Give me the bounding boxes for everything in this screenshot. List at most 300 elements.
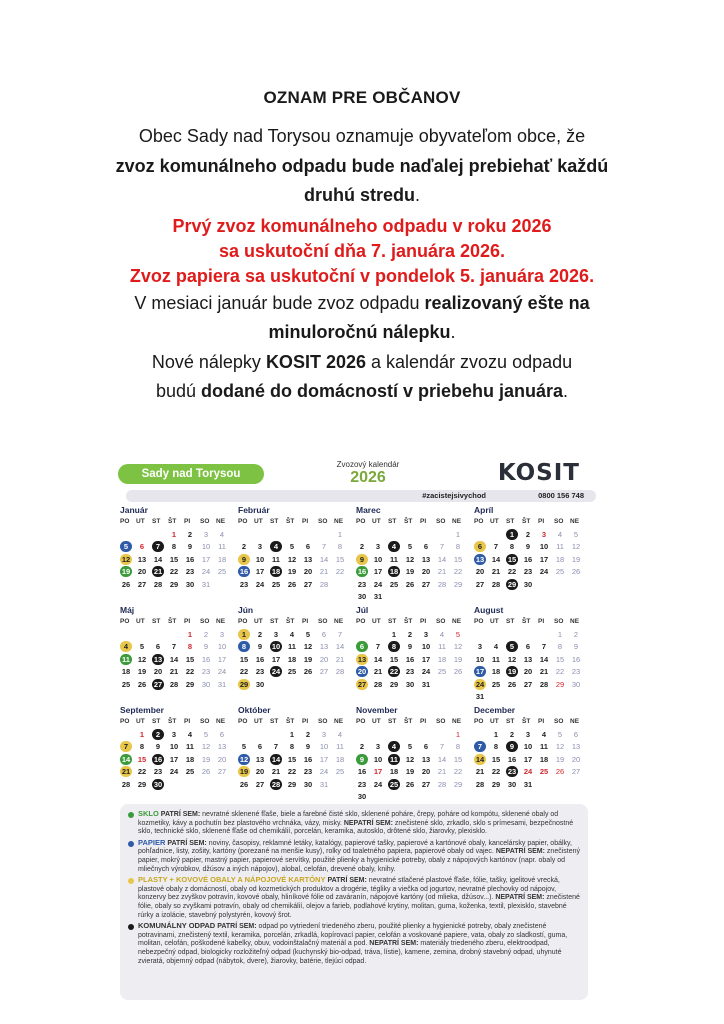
weekday-header: SO (200, 718, 210, 725)
day-cell: 5 (241, 742, 247, 751)
day-cell: 8 (455, 742, 461, 751)
day-cell: 2 (407, 629, 413, 639)
day-cell: 8 (455, 542, 461, 551)
day-cell: 11 (556, 542, 564, 551)
day-cell: 31 (523, 779, 533, 789)
day-cell: 13 (421, 554, 431, 564)
empty-cell (372, 529, 388, 542)
legend-plasty-ps: PATRÍ SEM: (327, 877, 367, 885)
day-cell: 30 (303, 779, 313, 789)
collection-day: 27 (153, 679, 163, 689)
day-cell: 30 (507, 779, 517, 789)
day-cell: 29 (185, 679, 195, 689)
day-cell: 9 (203, 642, 209, 651)
day-cell: 26 (287, 579, 297, 589)
day-cell: 5 (407, 542, 413, 551)
day-cell: 5 (139, 642, 145, 651)
day-cell: 18 (491, 667, 501, 676)
notice-red-1: Prvý zvoz komunálneho odpadu v roku 2026 (172, 215, 552, 236)
day-cell: 28 (169, 679, 179, 689)
day-cell: 4 (219, 529, 225, 539)
day-cell: 3 (203, 529, 209, 539)
empty-cell (404, 529, 420, 542)
phone-number: 0800 156 748 (538, 491, 584, 500)
day-cell: 10 (217, 642, 227, 651)
day-cell: 2 (509, 729, 515, 739)
month-8 (120, 704, 232, 800)
day-cell: 28 (539, 679, 549, 689)
day-cell: 7 (337, 629, 343, 639)
weekday-header: PI (420, 618, 427, 625)
notice-line-5b: . (450, 322, 456, 342)
day-cell: 30 (357, 792, 367, 801)
day-cell: 25 (287, 667, 297, 676)
day-cell: 21 (437, 567, 447, 576)
month-days-grid (238, 716, 350, 791)
weekday-header: NE (334, 718, 344, 725)
weekday-header: UT (136, 618, 145, 625)
months-grid (120, 504, 590, 800)
green-dot-icon (128, 812, 134, 818)
day-cell: 11 (390, 554, 398, 564)
day-cell: 1 (187, 629, 193, 639)
day-cell: 13 (523, 654, 533, 664)
empty-cell (420, 729, 436, 742)
weekday-header: PO (474, 518, 484, 525)
day-cell: 2 (359, 742, 365, 751)
day-cell: 17 (217, 654, 227, 664)
day-cell: 4 (541, 729, 547, 739)
day-cell: 21 (475, 767, 485, 776)
collection-day: 25 (389, 779, 399, 789)
notice-line-7 (0, 377, 724, 407)
collection-day: 2 (152, 729, 168, 742)
day-cell: 12 (201, 742, 211, 751)
month-name: December (474, 705, 516, 715)
weekday-header: SO (436, 718, 446, 725)
weekday-header: NE (334, 618, 344, 625)
notice-body (0, 122, 724, 407)
collection-day: 18 (271, 567, 281, 576)
day-cell: 2 (359, 542, 365, 551)
day-cell: 19 (287, 567, 297, 576)
notice (0, 88, 724, 407)
weekday-header: UT (372, 618, 381, 625)
weekday-header: ŠT (168, 718, 177, 725)
weekday-header: ŠT (404, 518, 413, 525)
day-cell: 24 (169, 767, 179, 776)
day-cell: 27 (137, 579, 147, 589)
empty-cell (238, 529, 254, 542)
day-cell: 19 (405, 767, 415, 776)
legend-komunalny-ps: PATRÍ SEM: (217, 923, 257, 931)
weekday-header: PO (238, 618, 248, 625)
day-cell: 12 (405, 754, 415, 764)
legend-plasty (128, 876, 580, 920)
day-cell: 29 (137, 779, 147, 789)
day-cell: 25 (389, 579, 399, 589)
collection-day: 1 (506, 529, 522, 542)
calendar-year: 2026 (350, 469, 386, 486)
day-cell: 6 (219, 729, 225, 739)
month-name: Apríl (474, 505, 494, 515)
day-cell: 27 (303, 579, 313, 589)
day-cell: 19 (453, 654, 463, 664)
collection-day: 4 (388, 541, 404, 554)
day-cell: 20 (303, 567, 313, 576)
day-cell: 2 (241, 542, 247, 551)
month-days-grid (474, 716, 586, 791)
weekday-header: ŠT (522, 518, 531, 525)
month-3 (474, 504, 586, 600)
day-cell: 18 (335, 754, 345, 764)
black-dot-icon (128, 924, 134, 930)
day-cell: 27 (475, 579, 485, 589)
day-cell: 6 (423, 542, 429, 551)
day-cell: 27 (421, 779, 431, 789)
day-cell: 17 (373, 767, 383, 776)
collection-day: 9 (238, 554, 254, 567)
day-cell: 10 (539, 542, 549, 551)
day-cell: 9 (187, 542, 193, 551)
day-cell: 16 (405, 654, 415, 664)
day-cell: 17 (169, 754, 179, 764)
legend-komunalny-np: NEPATRÍ SEM: (369, 940, 419, 948)
notice-line-4a: V mesiaci január bude zvoz odpadu (134, 292, 425, 313)
day-cell: 3 (477, 642, 483, 651)
month-days-grid (120, 516, 232, 591)
collection-day: 12 (239, 754, 249, 764)
day-cell: 15 (239, 654, 249, 664)
notice-line-7a: budú (155, 381, 201, 401)
collection-day: 16 (239, 567, 249, 576)
weekday-header: PO (474, 618, 484, 625)
day-cell: 31 (373, 592, 383, 601)
day-cell: 28 (319, 579, 329, 589)
empty-cell (168, 629, 184, 642)
day-cell: 12 (137, 654, 147, 664)
day-cell: 31 (201, 579, 211, 589)
day-cell: 21 (491, 567, 501, 576)
day-cell: 24 (421, 667, 431, 676)
weekday-header: PI (420, 518, 427, 525)
day-cell: 23 (523, 567, 533, 576)
legend-komunalny (128, 922, 580, 966)
weekday-header: NE (570, 718, 580, 725)
weekday-header: ST (270, 518, 279, 525)
day-cell: 24 (319, 767, 329, 776)
day-cell: 13 (137, 554, 147, 564)
legend-papier (128, 839, 580, 874)
weekday-header: ST (270, 618, 279, 625)
weekday-header: ST (270, 718, 279, 725)
day-cell: 23 (303, 767, 313, 776)
day-cell: 17 (319, 754, 329, 764)
legend-papier-text1: noviny, časopisy, reklamné letáky, katalógy, papierové tašky, papierové a kartónové obaly, kancelársky papier, obálky, pohľadnice, listy, zošity, kartóny (porezané na menšie kusy), rolky od toaletného papiera, papierové obaly od vajec. (138, 839, 572, 856)
empty-cell (120, 629, 136, 642)
weekday-header: PI (302, 518, 309, 525)
weekday-header: PI (184, 618, 191, 625)
day-cell: 9 (155, 742, 161, 751)
day-cell: 10 (421, 642, 431, 651)
day-cell: 19 (405, 567, 415, 576)
empty-cell (136, 529, 152, 542)
day-cell: 25 (217, 567, 227, 576)
day-cell: 10 (201, 542, 211, 551)
collection-day: 8 (388, 641, 404, 654)
day-cell: 18 (539, 754, 549, 764)
legend-komunalny-text1: odpad po vytriedení triedeného zberu, použité plienky a hygienické potreby, obaly znečistené potravinami, znečistený textil, keramika, porcelán, zrkadlá, kopírovací papier, celofán a voskované papiere, vata, obaly zo sladkostí, guma, molitan, celofán, poškodené kabelky, obuv, vodoinštalačný materiál a pod. (138, 923, 568, 948)
collection-day: 14 (121, 754, 131, 764)
day-cell: 19 (571, 554, 581, 564)
day-cell: 9 (257, 642, 263, 651)
notice-line-5a: minuloročnú nálepku (268, 322, 451, 342)
day-cell: 4 (289, 629, 295, 639)
day-cell: 29 (169, 579, 179, 589)
weekday-header: ST (152, 518, 161, 525)
notice-line-3-bold: druhú stredu (303, 185, 415, 205)
weekday-header: PO (238, 718, 248, 725)
notice-line-6 (0, 348, 724, 378)
month-name: Január (120, 505, 148, 515)
legend-komunalny-title: KOMUNÁLNY ODPAD (138, 921, 216, 931)
day-cell: 25 (121, 679, 131, 689)
kosit-logo: KOSIT (497, 460, 580, 486)
weekday-header: UT (372, 518, 381, 525)
empty-cell (538, 629, 554, 642)
notice-line-7b: dodané do domácností v priebehu januára (200, 381, 564, 401)
day-cell: 21 (437, 767, 447, 776)
day-cell: 1 (557, 629, 563, 639)
day-cell: 12 (287, 554, 297, 564)
legend-plasty-text2: znečistené fólie, obaly so zvyškami potravín, obaly od chemikálií, olejov a farieb, podlahové krytiny, molitan, guma, koženka, textil, plexisklo, stavebné rúrky a izolácie, stavebný polystyrén, kovový šrot. (138, 894, 580, 919)
weekday-header: PO (356, 618, 366, 625)
day-cell: 4 (439, 629, 445, 639)
day-cell: 18 (121, 667, 131, 676)
day-cell: 9 (407, 642, 413, 651)
day-cell: 22 (491, 767, 501, 776)
day-cell: 1 (455, 529, 461, 539)
day-cell: 10 (373, 554, 383, 564)
day-cell: 4 (337, 729, 343, 739)
legend-sklo (128, 810, 580, 837)
day-cell: 24 (539, 567, 549, 576)
day-cell: 20 (475, 567, 485, 576)
collection-day: 29 (239, 679, 249, 689)
day-cell: 31 (421, 679, 431, 689)
empty-cell (152, 529, 168, 542)
day-cell: 21 (319, 567, 329, 576)
day-cell: 31 (217, 679, 227, 689)
day-cell: 16 (255, 654, 265, 664)
day-cell: 10 (255, 554, 265, 564)
day-cell: 15 (555, 654, 565, 664)
day-cell: 6 (155, 642, 161, 651)
day-cell: 14 (319, 554, 329, 564)
weekday-header: ŠT (286, 518, 295, 525)
day-cell: 26 (453, 667, 463, 676)
day-cell: 26 (507, 679, 517, 689)
collection-day: 9 (356, 554, 372, 567)
day-cell: 11 (492, 654, 500, 664)
day-cell: 20 (137, 567, 147, 576)
weekday-header: ŠT (286, 718, 295, 725)
day-cell: 20 (319, 654, 329, 664)
day-cell: 29 (389, 679, 399, 689)
weekday-header: ST (388, 718, 397, 725)
empty-cell (436, 729, 452, 742)
day-cell: 20 (523, 667, 533, 676)
day-cell: 28 (437, 579, 447, 589)
day-cell: 18 (185, 754, 195, 764)
day-cell: 3 (219, 629, 225, 639)
collection-day: 19 (121, 567, 131, 576)
collection-day: 19 (507, 667, 517, 676)
weekday-header: UT (136, 518, 145, 525)
day-cell: 24 (373, 579, 383, 589)
day-cell: 30 (357, 592, 367, 601)
month-11 (474, 704, 586, 800)
collection-calendar (110, 448, 596, 1008)
collection-day: 29 (507, 579, 517, 589)
day-cell: 5 (305, 629, 311, 639)
day-cell: 10 (475, 654, 485, 664)
empty-cell (356, 729, 372, 742)
day-cell: 25 (539, 767, 549, 776)
day-cell: 20 (217, 754, 227, 764)
day-cell: 29 (491, 779, 501, 789)
day-cell: 14 (373, 654, 383, 664)
day-cell: 13 (319, 642, 329, 651)
day-cell: 10 (523, 742, 533, 751)
day-cell: 1 (455, 729, 461, 739)
day-cell: 25 (437, 667, 447, 676)
collection-day: 23 (507, 767, 517, 776)
weekday-header: PI (420, 718, 427, 725)
day-cell: 22 (453, 567, 463, 576)
day-cell: 25 (185, 767, 195, 776)
day-cell: 22 (507, 567, 517, 576)
collection-day: 4 (120, 641, 136, 654)
day-cell: 19 (201, 754, 211, 764)
weekday-header: PO (474, 718, 484, 725)
weekday-header: ST (152, 618, 161, 625)
empty-cell (490, 629, 506, 642)
day-cell: 21 (539, 667, 549, 676)
day-cell: 30 (405, 679, 415, 689)
collection-day: 10 (271, 642, 281, 651)
legend-sklo-text1: nevratné sklenené fľaše, biele a farebné čisté sklo, sklenené poháre, črepy, poháre od kompótu, sklenené obaly od kozmetiky, kávy a pochutín bez plastového vrchnáka, vázy, misky. (138, 811, 559, 827)
day-cell: 12 (571, 542, 581, 551)
day-cell: 20 (421, 567, 431, 576)
day-cell: 20 (255, 767, 265, 776)
empty-cell (436, 529, 452, 542)
day-cell: 14 (491, 554, 501, 564)
collection-day: 8 (238, 641, 254, 654)
weekday-header: PI (538, 718, 545, 725)
collection-day: 24 (475, 679, 485, 689)
weekday-header: NE (452, 518, 462, 525)
weekday-header: UT (372, 718, 381, 725)
day-cell: 22 (555, 667, 565, 676)
collection-day: 24 (271, 667, 281, 676)
day-cell: 3 (375, 542, 381, 551)
empty-cell (302, 529, 318, 542)
month-days-grid (120, 716, 232, 791)
month-1 (238, 504, 350, 600)
weekday-header: ST (388, 518, 397, 525)
weekday-header: UT (136, 718, 145, 725)
day-cell: 29 (453, 579, 463, 589)
day-cell: 22 (287, 767, 297, 776)
day-cell: 22 (239, 667, 249, 676)
day-cell: 12 (453, 642, 463, 651)
collection-day: 4 (270, 541, 286, 554)
day-cell: 30 (571, 679, 581, 689)
weekday-header: SO (200, 618, 210, 625)
empty-cell (152, 629, 168, 642)
collection-day: 15 (507, 554, 517, 564)
day-cell: 14 (169, 654, 179, 664)
day-cell: 15 (453, 554, 463, 564)
weekday-header: UT (490, 518, 499, 525)
day-cell: 3 (257, 542, 263, 551)
collection-day: 9 (356, 754, 372, 767)
day-cell: 5 (455, 629, 461, 639)
day-cell: 15 (137, 754, 147, 764)
day-cell: 27 (421, 579, 431, 589)
weekday-header: SO (318, 618, 328, 625)
hashtag: #zacistejsivychod (422, 491, 486, 500)
month-days-grid (238, 516, 350, 591)
day-cell: 28 (373, 679, 383, 689)
day-cell: 3 (541, 529, 547, 539)
day-cell: 28 (153, 579, 163, 589)
day-cell: 18 (217, 554, 227, 564)
weekday-header: SO (318, 718, 328, 725)
day-cell: 23 (357, 779, 367, 789)
day-cell: 1 (139, 729, 145, 739)
day-cell: 30 (523, 579, 533, 589)
day-cell: 23 (255, 667, 265, 676)
month-6 (356, 604, 468, 700)
day-cell: 30 (185, 579, 195, 589)
day-cell: 17 (421, 654, 431, 664)
day-cell: 1 (391, 629, 397, 639)
day-cell: 21 (373, 667, 383, 676)
collection-day: 21 (121, 767, 131, 776)
day-cell: 18 (555, 554, 565, 564)
weekday-header: PO (120, 518, 130, 525)
day-cell: 22 (137, 767, 147, 776)
day-cell: 21 (169, 667, 179, 676)
day-cell: 13 (571, 742, 581, 751)
day-cell: 10 (373, 754, 383, 764)
weekday-header: ŠT (168, 618, 177, 625)
weekday-header: PI (302, 718, 309, 725)
day-cell: 16 (507, 754, 517, 764)
day-cell: 18 (287, 654, 297, 664)
collection-day: 13 (357, 654, 367, 664)
collection-day: 19 (239, 767, 249, 776)
day-cell: 3 (375, 742, 381, 751)
day-cell: 12 (405, 554, 415, 564)
day-cell: 1 (171, 529, 177, 539)
empty-cell (356, 529, 372, 542)
legend-sklo-title: SKLO (138, 809, 159, 818)
weekday-header: UT (490, 718, 499, 725)
weekday-header: NE (216, 518, 226, 525)
